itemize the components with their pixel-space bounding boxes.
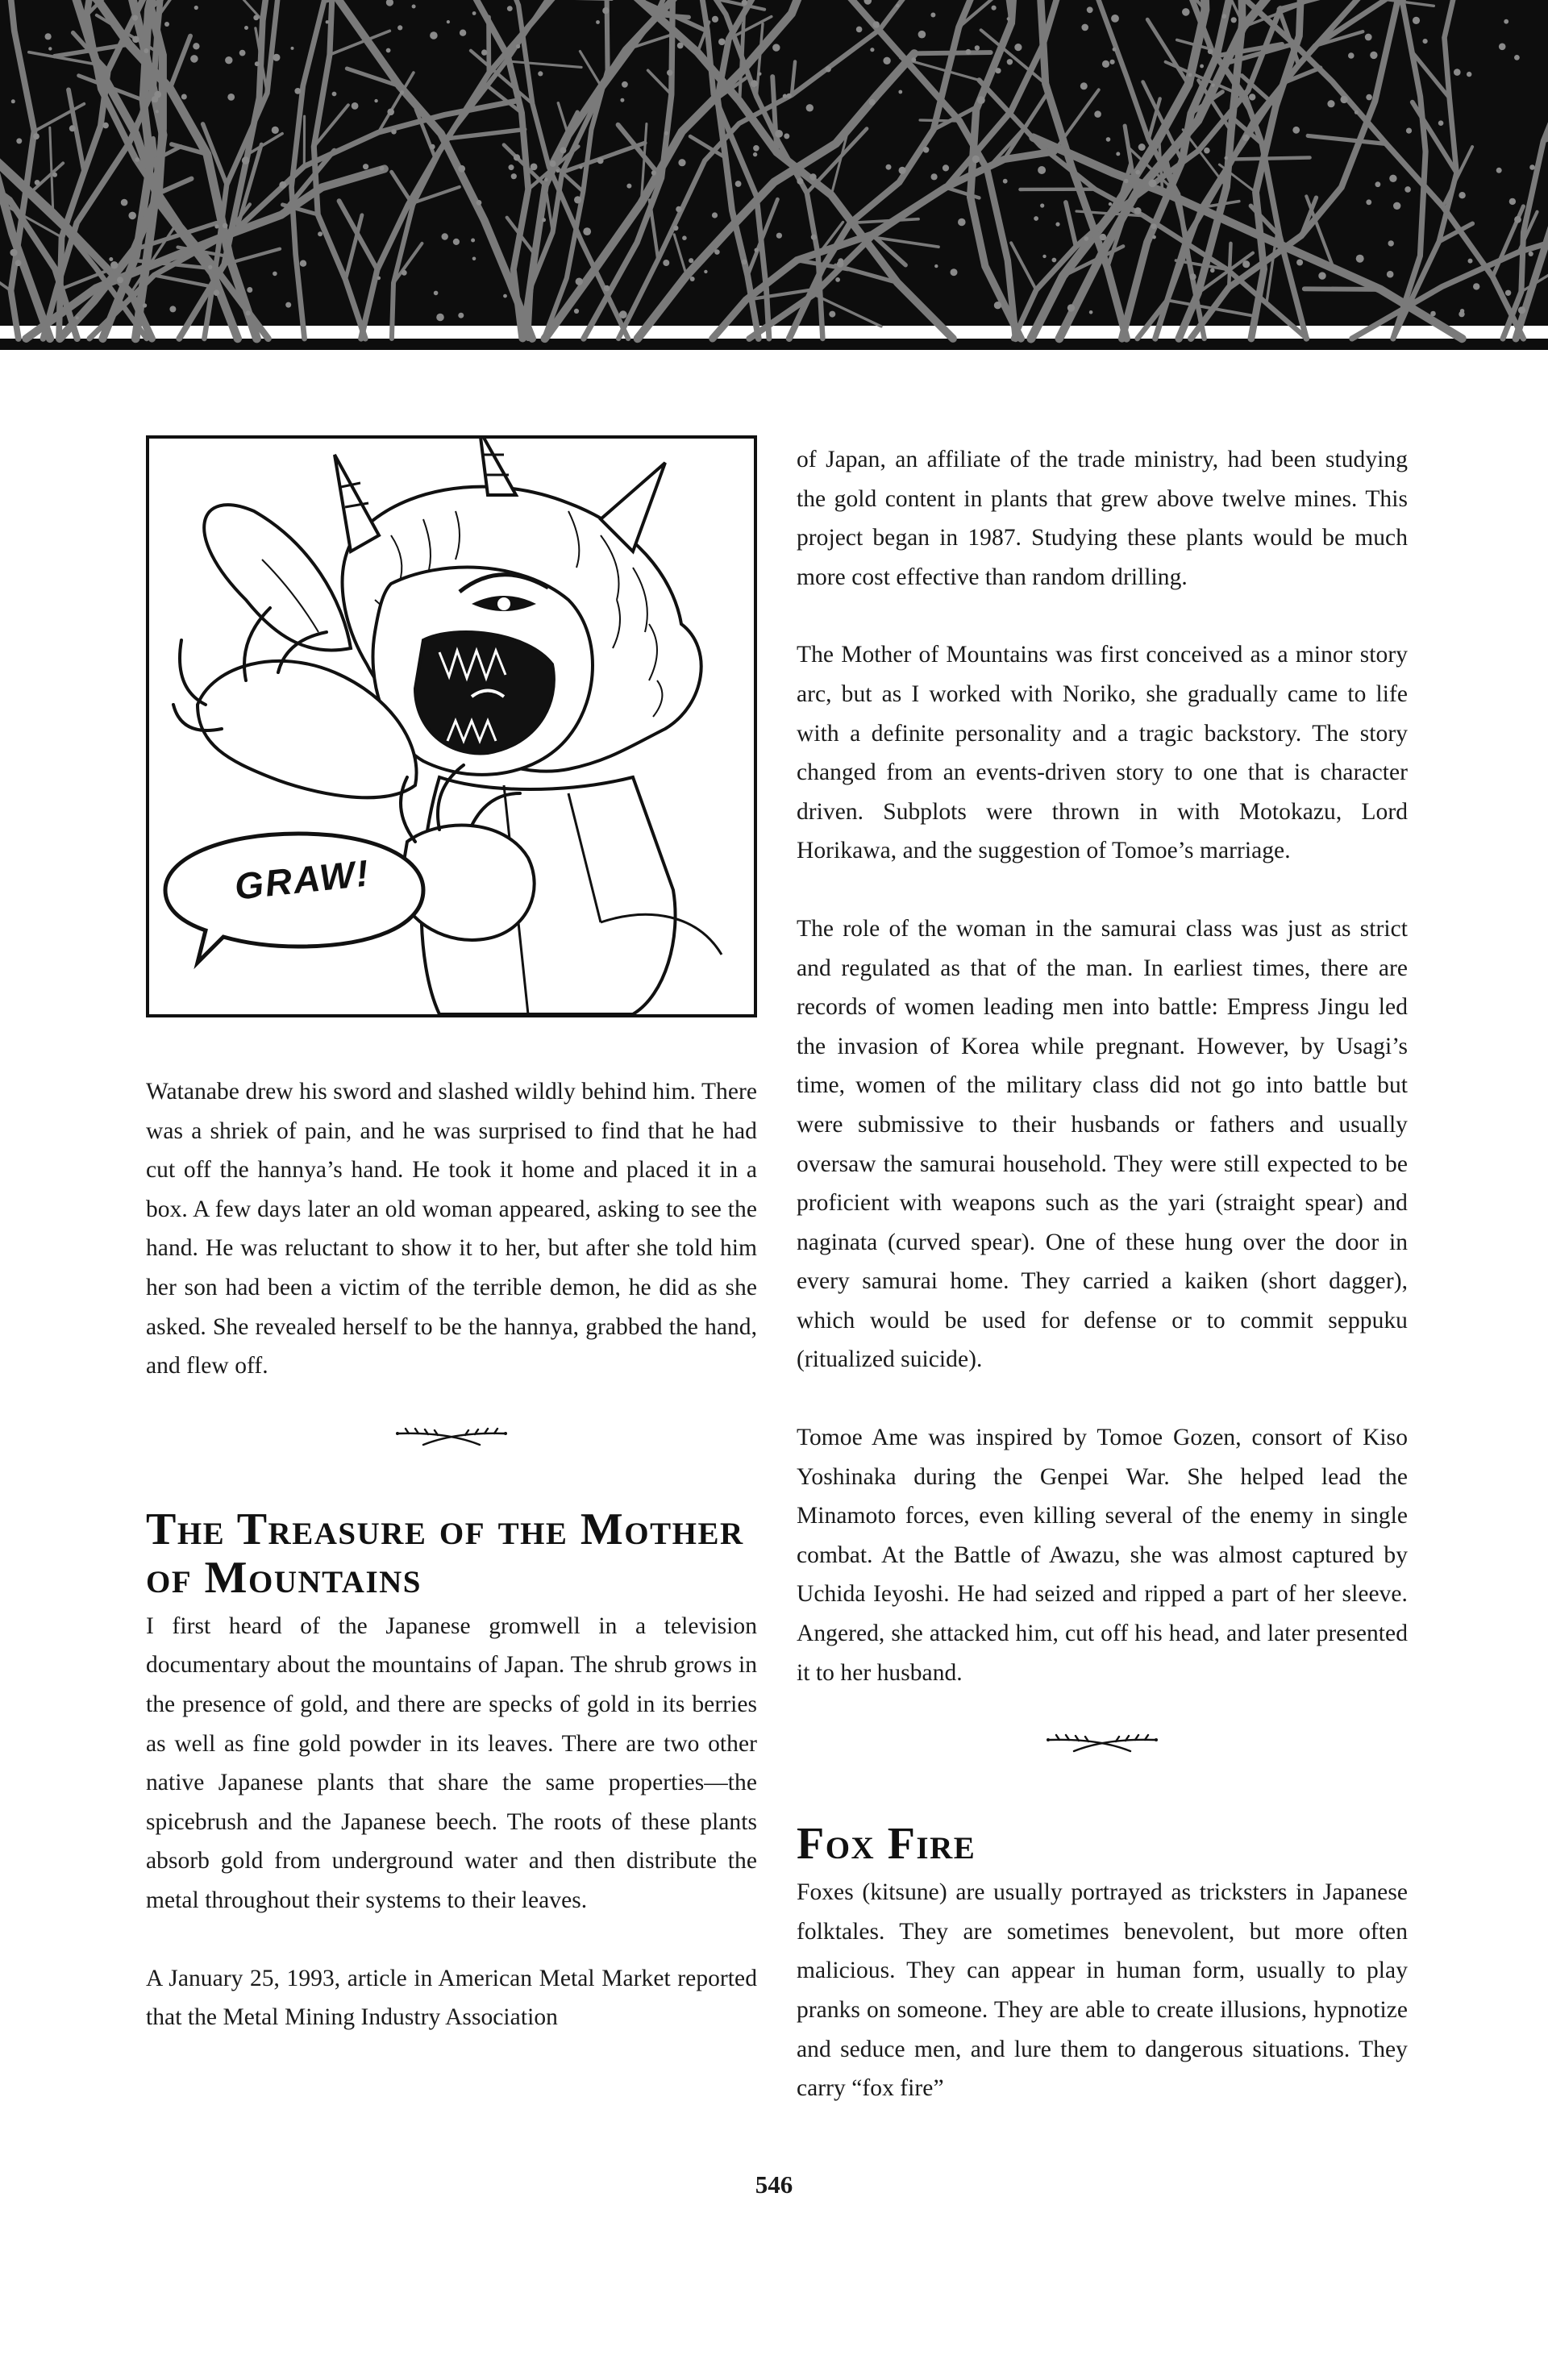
paragraph-mining-association: of Japan, an affiliate of the trade ministry, had been studying the gold content in plants that grew above twelve mines. This project began in 1987. Studying these plants would be much more cost effective than random drilling. <box>797 447 1408 590</box>
paragraph-tomoe-gozen: Tomoe Ame was inspired by Tomoe Gozen, consort of Kiso Yoshinaka during the Genpei War. She helped lead the Minamoto forces, even killing several of the enemy in single combat. At the Battle of Awazu, she was almost captured by Uchida Ieyoshi. He had seized and ripped a part of her sleeve. Angered, she attacked him, cut off his head, and later presented it to her husband. <box>797 1425 1408 1686</box>
paragraph-metal-market: A January 25, 1993, article in American Metal Market reported that the Metal Mining Industry Association <box>146 1965 757 2031</box>
branch-divider-icon <box>1042 1732 1163 1756</box>
paragraph-story-arc: The Mother of Mountains was first conceived as a minor story arc, but as I worked with Noriko, she gradually came to life with a definite personality and a tragic backstory. The story changed from an events-driven story to one that is character driven. Subplots were thrown in with Motokazu, Lord Horikawa, and the suggestion of Tomoe’s marriage. <box>797 642 1408 864</box>
paragraph-foxes: Foxes (kitsune) are usually portrayed as tricksters in Japanese folktales. They are sometimes benevolent, but more often malicious. They can appear in human form, usually to play pranks on someone. They are able to create illusions, hypnotize and seduce men, and lure them to dangerous situations. They carry “fox fire” <box>797 1879 1408 2102</box>
heading-treasure-mother-of-mountains: The Treasure of the Mother of Mountains <box>146 1504 744 1603</box>
branch-divider-icon <box>391 1425 512 1450</box>
paragraph-watanabe: Watanabe drew his sword and slashed wildly behind him. There was a shriek of pain, and he was surprised to find that he had cut off the hannya’s hand. He took it home and placed it in a box. A few days later an old woman appeared, asking to see the hand. He was reluctant to show it to her, but after she told him her son had been a victim of the terrible demon, he did as she asked. She revealed herself to be the hannya, grabbed the hand, and flew off. <box>146 1079 757 1379</box>
section-divider <box>797 1728 1408 1760</box>
sound-effect-text: GRAW! <box>232 851 372 908</box>
page-number: 546 <box>755 2170 793 2199</box>
section-divider <box>146 1421 757 1454</box>
paragraph-gromwell: I first heard of the Japanese gromwell in a television documentary about the mountains of Japan. The shrub grows in the presence of gold, and there are specks of gold in its berries as well as fine gold powder in its leaves. There are two other native Japanese plants that share the same properties—the spicebrush and the Japanese beech. The roots of these plants absorb gold from underground water and then distribute the metal throughout their systems to their leaves. <box>146 1612 757 1913</box>
comic-panel-hannya-demon <box>146 435 757 1017</box>
header-branch-banner <box>0 0 1548 356</box>
heading-fox-fire: Fox Fire <box>797 1819 976 1870</box>
paragraph-samurai-women: The role of the woman in the samurai class was just as strict and regulated as that of the man. In earliest times, there are records of women leading men into battle: Empress Jingu led the invasion of Korea while pregnant. However, by Usagi’s time, women of the military class did not go into battle but were submissive to their husbands or fathers and usually oversaw the samurai household. They were still expected to be proficient with weapons such as the yari (straight spear) and naginata (curved spear). One of these hung over the door in every samurai home. They carried a kaiken (short dagger), which would be used for defense or to commit seppuku (ritualized suicide). <box>797 915 1408 1373</box>
right-column <box>797 440 1408 2108</box>
hannya-demon-illustration <box>149 439 754 1014</box>
left-column <box>146 435 757 2037</box>
